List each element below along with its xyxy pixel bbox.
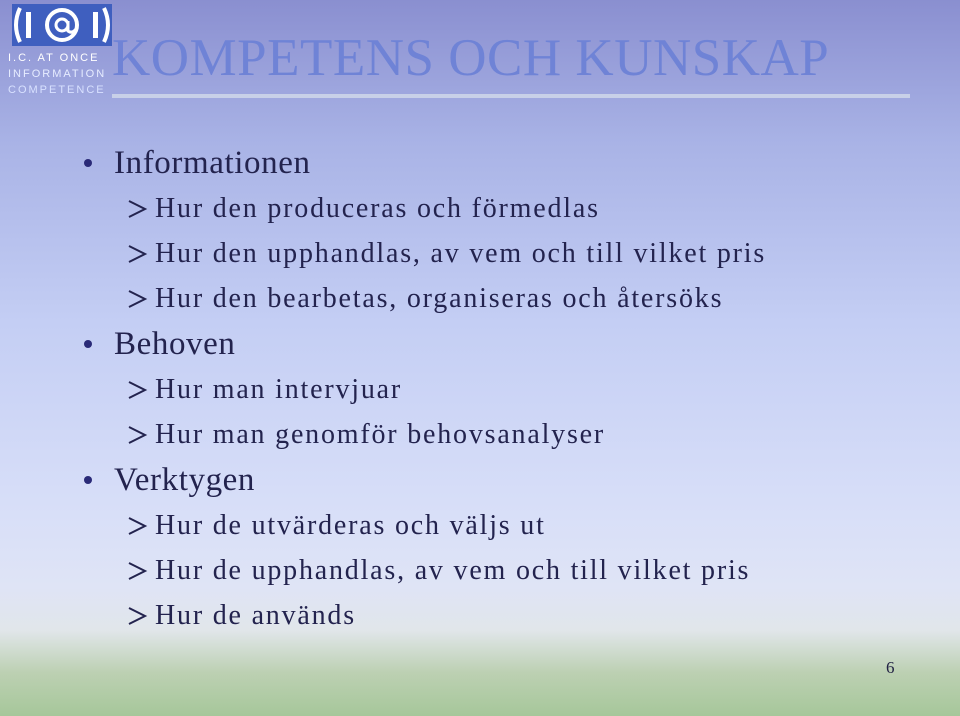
company-logo bbox=[6, 4, 106, 96]
list-item bbox=[127, 412, 938, 457]
arrow-chevron-icon bbox=[127, 424, 149, 446]
logo-line-2: INFORMATION bbox=[8, 68, 107, 80]
at-sign-logo-icon bbox=[12, 4, 112, 46]
arrow-chevron-icon bbox=[127, 198, 149, 220]
arrow-chevron-icon bbox=[127, 243, 149, 265]
round-bullet-icon bbox=[84, 340, 92, 348]
list-item bbox=[127, 503, 938, 548]
list-item-label: Hur man genomför behovsanalyser bbox=[155, 418, 606, 450]
slide-content bbox=[78, 140, 938, 638]
section-heading bbox=[78, 140, 938, 186]
list-item bbox=[127, 186, 938, 231]
logo-line-1: I.C. AT ONCE bbox=[8, 52, 100, 64]
list-item bbox=[127, 367, 938, 412]
title-underline bbox=[112, 94, 910, 98]
list-item bbox=[127, 231, 938, 276]
section-label: Verktygen bbox=[114, 461, 256, 498]
logo-line-3: COMPETENCE bbox=[8, 84, 106, 96]
arrow-chevron-icon bbox=[127, 605, 149, 627]
section-label: Behoven bbox=[114, 325, 236, 362]
page-number: 6 bbox=[886, 658, 895, 677]
section-informationen bbox=[78, 140, 938, 321]
round-bullet-icon bbox=[84, 476, 92, 484]
list-item bbox=[127, 276, 938, 321]
arrow-chevron-icon bbox=[127, 379, 149, 401]
list-item-label: Hur den upphandlas, av vem och till vilket pris bbox=[155, 237, 767, 269]
section-label: Informationen bbox=[114, 144, 311, 181]
section-heading bbox=[78, 321, 938, 367]
list-item-label: Hur man intervjuar bbox=[155, 373, 402, 405]
list-item bbox=[127, 548, 938, 593]
section-heading bbox=[78, 457, 938, 503]
list-item-label: Hur den bearbetas, organiseras och återsöks bbox=[155, 282, 724, 314]
arrow-chevron-icon bbox=[127, 515, 149, 537]
arrow-chevron-icon bbox=[127, 560, 149, 582]
list-item-label: Hur de utvärderas och väljs ut bbox=[155, 509, 546, 541]
list-item-label: Hur de upphandlas, av vem och till vilket pris bbox=[155, 554, 751, 586]
section-behoven bbox=[78, 321, 938, 457]
slide-title: KOMPETENS OCH KUNSKAP bbox=[112, 29, 830, 87]
list-item-label: Hur den produceras och förmedlas bbox=[155, 192, 600, 224]
round-bullet-icon bbox=[84, 159, 92, 167]
list-item bbox=[127, 593, 938, 638]
list-item-label: Hur de används bbox=[155, 599, 356, 631]
arrow-chevron-icon bbox=[127, 288, 149, 310]
section-verktygen bbox=[78, 457, 938, 638]
